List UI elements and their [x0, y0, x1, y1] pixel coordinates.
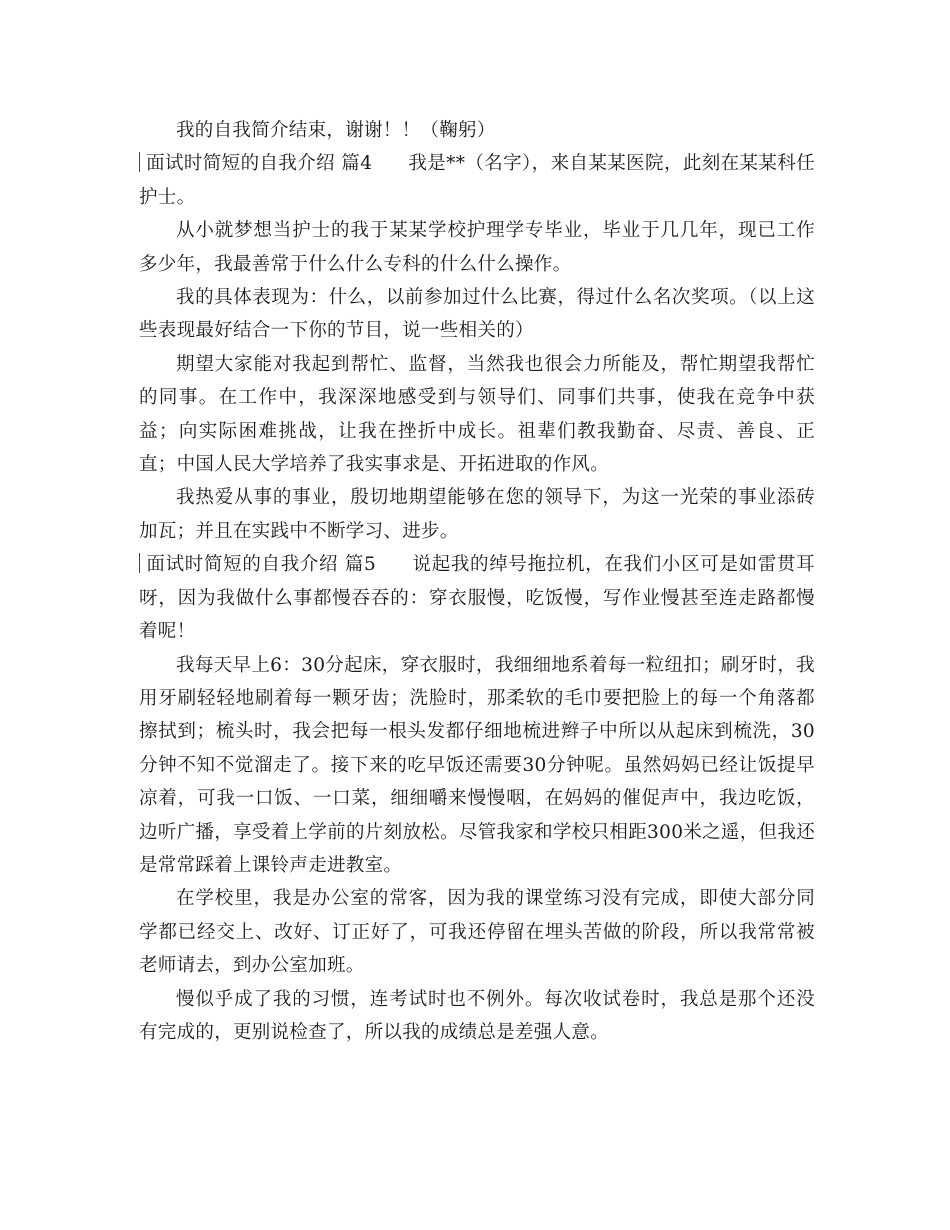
closing-paragraph: 我的自我简介结束，谢谢！！（鞠躬） [176, 120, 496, 141]
section-marker [139, 152, 140, 172]
section-5-paragraph: 慢似乎成了我的习惯，连考试时也不例外。每次收试卷时，我总是那个还没有完成的，更别说检查了，所以我的成绩总是差强人意。 [139, 988, 815, 1043]
section-4-paragraph: 我热爱从事的事业，殷切地期望能够在您的领导下，为这一光荣的事业添砖加瓦；并且在实践中不断学习、进步。 [139, 487, 815, 542]
document-page [139, 114, 815, 1049]
section-4-heading: 面试时简短的自我介绍 篇4 [146, 153, 373, 175]
section-4 [139, 147, 815, 214]
section-5 [139, 548, 815, 648]
section-marker [139, 553, 140, 573]
section-5-paragraph: 在学校里，我是办公室的常客，因为我的课堂练习没有完成，即使大部分同学都已经交上、改好、订正好了，可我还停留在埋头苦做的阶段，所以我常常被老师请去，到办公室加班。 [139, 888, 815, 977]
section-4-paragraph: 期望大家能对我起到帮忙、监督，当然我也很会力所能及，帮忙期望我帮忙的同事。在工作中，我深深地感受到与领导们、同事们共事，使我在竞争中获益；向实际困难挑战，让我在挫折中成长。祖辈们教我勤奋、尽责、善良、正直；中国人民大学培养了我实事求是、开拓进取的作风。 [139, 353, 815, 476]
section-5-paragraph: 我每天早上6：30分起床，穿衣服时，我细细地系着每一粒纽扣；刷牙时，我用牙刷轻轻地刷着每一颗牙齿；洗脸时，那柔软的毛巾要把脸上的每一个角落都擦拭到；梳头时，我会把每一根头发都仔细地梳进辫子中所以从起床到梳洗，30分钟不知不觉溜走了。接下来的吃早饭还需要30分钟呢。虽然妈妈已经让饭提早凉着，可我一口饭、一口菜，细细嚼来慢慢咽，在妈妈的催促声中，我边吃饭，边听广播，享受着上学前的片刻放松。尽管我家和学校只相距300米之遥，但我还是常常踩着上课铃声走进教室。 [139, 654, 815, 876]
section-4-paragraph: 我的具体表现为：什么，以前参加过什么比赛，得过什么名次奖项。（以上这些表现最好结合一下你的节目，说一些相关的） [139, 287, 815, 342]
section-4-paragraph: 从小就梦想当护士的我于某某学校护理学专毕业，毕业于几几年，现已工作多少年，我最善常于什么什么专科的什么什么操作。 [139, 220, 815, 275]
section-5-intro: 说起我的绰号拖拉机，在我们小区可是如雷贯耳呀，因为我做什么事都慢吞吞的：穿衣服慢，吃饭慢，写作业慢甚至连走路都慢着呢！ [139, 554, 815, 643]
section-4-intro: 我是**（名字），来自某某医院，此刻在某某科任护士。 [139, 153, 815, 208]
section-5-heading: 面试时简短的自我介绍 篇5 [146, 554, 377, 576]
